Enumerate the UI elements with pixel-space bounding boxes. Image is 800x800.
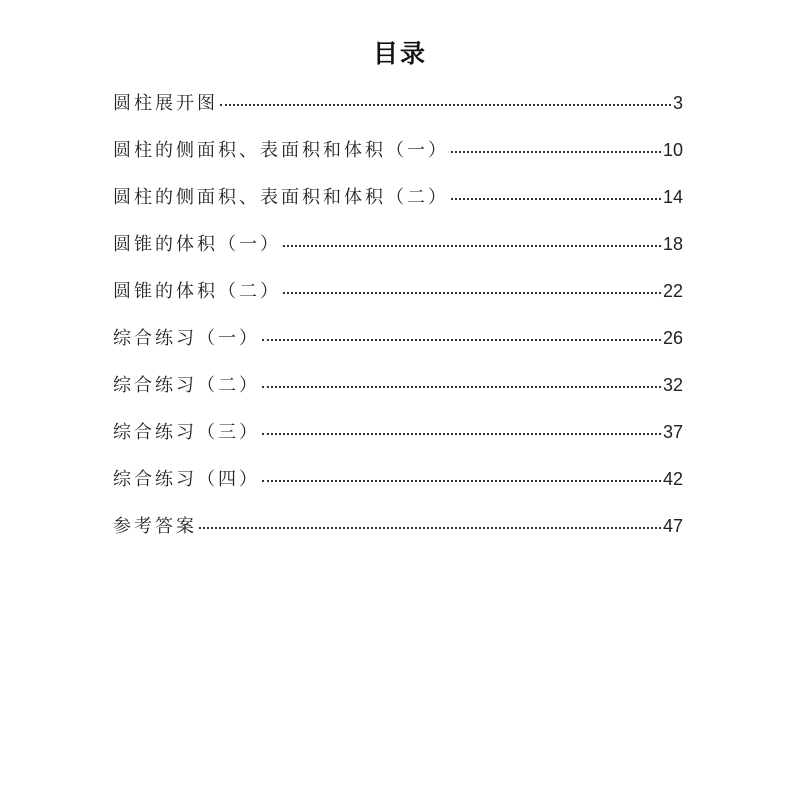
toc-entry-page-number: 26	[662, 328, 683, 348]
toc-entry-label: 圆柱的侧面积、表面积和体积（二）	[113, 187, 449, 208]
toc-entry-label: 圆柱展开图	[113, 93, 218, 114]
dot-leader	[262, 338, 661, 341]
toc-entry-page-number: 3	[672, 93, 683, 113]
toc-entry[interactable]	[113, 368, 683, 415]
toc-entry-page-number: 47	[662, 516, 683, 536]
dot-leader	[451, 150, 661, 153]
page-title: 目录	[372, 39, 427, 68]
toc-entry[interactable]	[113, 274, 683, 321]
dot-leader	[220, 103, 671, 106]
toc-entry[interactable]	[113, 180, 683, 227]
dot-leader	[451, 197, 661, 200]
toc-entry-page-number: 22	[662, 281, 683, 301]
table-of-contents	[113, 86, 683, 556]
toc-entry-page-number: 37	[662, 422, 683, 442]
toc-entry[interactable]	[113, 321, 683, 368]
toc-entry[interactable]	[113, 227, 683, 274]
dot-leader	[262, 385, 661, 388]
dot-leader	[262, 432, 661, 435]
toc-entry-label: 圆锥的体积（二）	[113, 281, 281, 302]
toc-entry[interactable]	[113, 415, 683, 462]
toc-entry-label: 圆柱的侧面积、表面积和体积（一）	[113, 140, 449, 161]
toc-entry-label: 综合练习（三）	[113, 422, 260, 443]
toc-entry-label: 综合练习（四）	[113, 469, 260, 490]
toc-entry-label: 综合练习（一）	[113, 328, 260, 349]
toc-entry-page-number: 42	[662, 469, 683, 489]
toc-entry[interactable]	[113, 133, 683, 180]
toc-entry-page-number: 32	[662, 375, 683, 395]
toc-entry-label: 参考答案	[113, 516, 197, 537]
toc-entry-page-number: 14	[662, 187, 683, 207]
toc-entry-page-number: 10	[662, 140, 683, 160]
toc-entry[interactable]	[113, 509, 683, 556]
toc-entry-page-number: 18	[662, 234, 683, 254]
dot-leader	[199, 526, 661, 529]
toc-entry[interactable]	[113, 462, 683, 509]
toc-entry[interactable]	[113, 86, 683, 133]
dot-leader	[283, 244, 661, 247]
dot-leader	[262, 479, 661, 482]
toc-entry-label: 圆锥的体积（一）	[113, 234, 281, 255]
toc-entry-label: 综合练习（二）	[113, 375, 260, 396]
dot-leader	[283, 291, 661, 294]
